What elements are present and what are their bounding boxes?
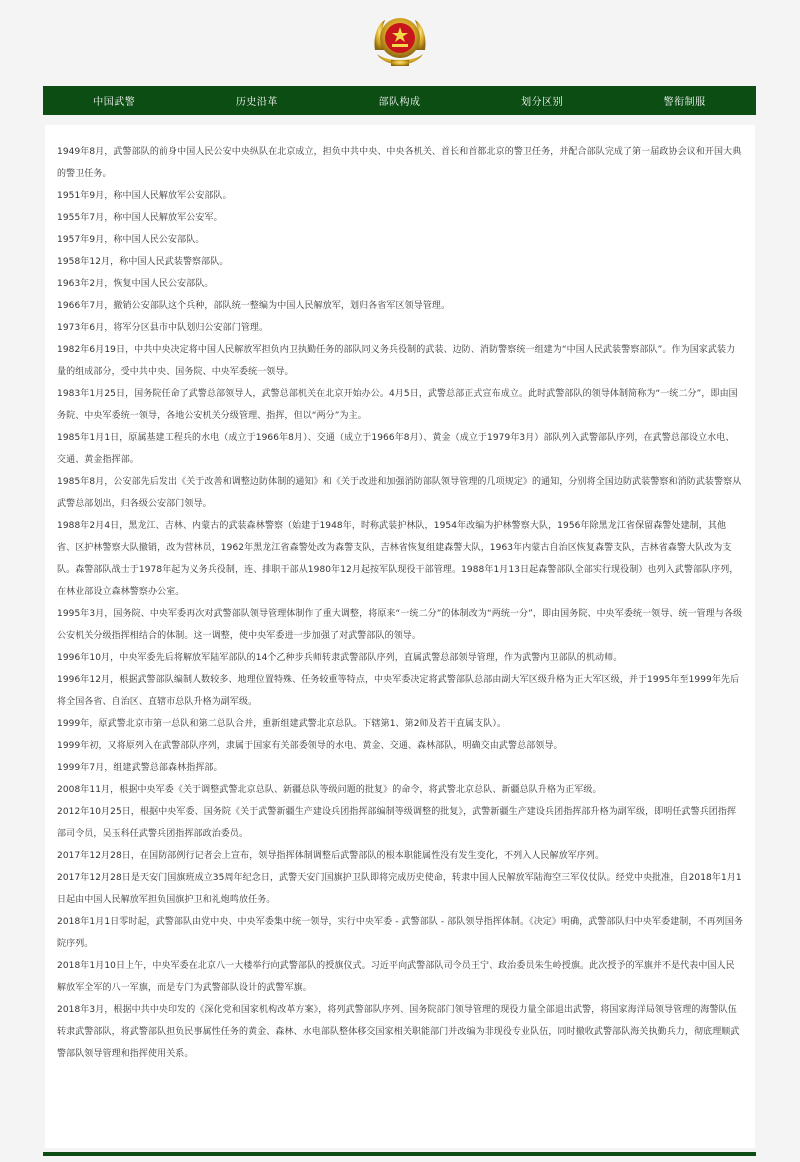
armed-police-emblem-icon[interactable] — [371, 10, 429, 72]
header — [0, 0, 800, 85]
nav-item-rank-uniform[interactable]: 警衔制服 — [663, 97, 706, 108]
history-paragraph: 2017年12月28日是天安门国旗班成立35周年纪念日，武警天安门国旗护卫队即将完成历史使命，转隶中国人民解放军陆海空三军仪仗队。经党中央批准，自2018年1月1日起由中国人民解放军担负国旗护卫和礼炮鸣放任务。 — [57, 873, 742, 905]
main-nav — [43, 86, 756, 115]
nav-item-distinction[interactable]: 划分区别 — [521, 97, 564, 108]
history-paragraph: 1966年7月，撤销公安部队这个兵种，部队统一整编为中国人民解放军，划归各省军区领导管理。 — [57, 301, 451, 311]
nav-item-composition[interactable]: 部队构成 — [378, 97, 421, 108]
history-paragraph: 1995年3月，国务院、中央军委再次对武警部队领导管理体制作了重大调整，将原来“一统二分”的体制改为“两统一分”，即由国务院、中央军委统一领导、统一管理与各级公安机关分级指挥相结合的体制。这一调整，使中央军委进一步加强了对武警部队的领导。 — [57, 609, 743, 641]
history-paragraph: 1973年6月，将军分区县市中队划归公安部门管理。 — [57, 323, 269, 333]
history-paragraph: 1951年9月，称中国人民解放军公安部队。 — [57, 191, 232, 201]
history-paragraph: 1963年2月，恢复中国人民公安部队。 — [57, 279, 214, 289]
history-paragraph: 1949年8月，武警部队的前身中国人民公安中央纵队在北京成立，担负中共中央、中央各机关、首长和首都北京的警卫任务，并配合部队完成了第一届政协会议和开国大典的警卫任务。 — [57, 147, 742, 179]
history-paragraph: 1996年10月，中央军委先后将解放军陆军部队的14个乙种步兵师转隶武警部队序列，直属武警总部领导管理，作为武警内卫部队的机动师。 — [57, 653, 623, 663]
history-paragraph: 2008年11月，根据中央军委《关于调整武警北京总队、新疆总队等级问题的批复》的命令，将武警北京总队、新疆总队升格为正军级。 — [57, 785, 602, 795]
history-paragraph: 1999年初，又将原列入在武警部队序列，隶属于国家有关部委领导的水电、黄金、交通、森林部队，明确交由武警总部领导。 — [57, 741, 563, 751]
history-paragraph: 2018年1月10日上午，中央军委在北京八一大楼举行向武警部队的授旗仪式。习近平向武警部队司令员王宁、政治委员朱生岭授旗。此次授予的军旗并不是代表中国人民解放军全军的八一军旗，而是专门为武警部队设计的武警军旗。 — [57, 961, 735, 993]
history-paragraph: 2017年12月28日，在国防部例行记者会上宣布，领导指挥体制调整后武警部队的根本职能属性没有发生变化，不列入人民解放军序列。 — [57, 851, 605, 861]
history-paragraph: 1988年2月4日，黑龙江、吉林、内蒙古的武装森林警察（始建于1948年，时称武装护林队，1954年改编为护林警察大队，1956年除黑龙江省保留森警处建制，其他省、区护林警察大队撤销，改为营林员，1962年黑龙江省森警处改为森警支队，吉林省恢复组建森警大队，1963年内蒙古自治区恢复森警支队，吉林省森警大队改为支队。森警部队战士于1978年起为义务兵役制，连、排职干部从1980年12月起按军队现役干部管理。1988年1月13日起森警部队全部实行现役制）也列入武警部队序列，在林业部设立森林警察办公室。 — [57, 521, 739, 597]
history-paragraph: 1996年12月，根据武警部队编制人数较多、地理位置特殊、任务较重等特点，中央军委决定将武警部队总部由副大军区级升格为正大军区级，并于1995年至1999年先后将全国各省、自治区、直辖市总队升格为副军级。 — [57, 675, 740, 707]
history-paragraph: 1982年6月19日，中共中央决定将中国人民解放军担负内卫执勤任务的部队同义务兵役制的武装、边防、消防警察统一组建为“中国人民武装警察部队”。作为国家武装力量的组成部分，受中共中央、国务院、中央军委统一领导。 — [57, 345, 736, 377]
nav-item-history[interactable]: 历史沿革 — [235, 97, 278, 108]
history-paragraph: 1983年1月25日，国务院任命了武警总部领导人，武警总部机关在北京开始办公。4月5日，武警总部正式宣布成立。此时武警部队的领导体制简称为“一统二分”，即由国务院、中央军委统一领导，各地公安机关分级管理、指挥，但以“两分”为主。 — [57, 389, 738, 421]
history-paragraph: 1999年，原武警北京市第一总队和第二总队合并，重新组建武警北京总队。下辖第1、第2师及若干直属支队）。 — [57, 719, 507, 729]
history-paragraph: 1958年12月，称中国人民武装警察部队。 — [57, 257, 229, 267]
history-paragraph: 2018年1月1日零时起，武警部队由党中央、中央军委集中统一领导，实行中央军委 - 武警部队 - 部队领导指挥体制。《决定》明确，武警部队归中央军委建制，不再列国务院序列。 — [57, 917, 743, 949]
history-paragraph: 2018年3月，根据中共中央印发的《深化党和国家机构改革方案》，将列武警部队序列、国务院部门领导管理的现役力量全部退出武警，将国家海洋局领导管理的海警队伍转隶武警部队，将武警部队担负民事属性任务的黄金、森林、水电部队整体移交国家相关职能部门并改编为非现役专业队伍，同时撤收武警部队海关执勤兵力，彻底理顺武警部队领导管理和指挥使用关系。 — [57, 1005, 740, 1059]
history-paragraph: 1999年7月，组建武警总部森林指挥部。 — [57, 763, 223, 773]
nav-item-armed-police[interactable]: 中国武警 — [93, 97, 136, 108]
footer-bar — [43, 1152, 756, 1156]
history-paragraph: 1957年9月，称中国人民公安部队。 — [57, 235, 205, 245]
history-paragraph: 2012年10月25日，根据中央军委、国务院《关于武警新疆生产建设兵团指挥部编制等级调整的批复》，武警新疆生产建设兵团指挥部升格为副军级，即明任武警兵团指挥部司令员，吴玉科任武警兵团指挥部政治委员。 — [57, 807, 737, 839]
history-paragraph: 1985年8月，公安部先后发出《关于改善和调整边防体制的通知》和《关于改进和加强消防部队领导管理的几项规定》的通知，分别将全国边防武装警察和消防武装警察从武警总部划出，归各级公安部门领导。 — [57, 477, 742, 509]
history-paragraph: 1985年1月1日，原属基建工程兵的水电（成立于1966年8月）、交通（成立于1966年8月）、黄金（成立于1979年3月）部队列入武警部队序列，在武警总部设立水电、交通、黄金指挥部。 — [57, 433, 735, 465]
history-content — [45, 125, 755, 1148]
history-paragraph: 1955年7月，称中国人民解放军公安军。 — [57, 213, 223, 223]
